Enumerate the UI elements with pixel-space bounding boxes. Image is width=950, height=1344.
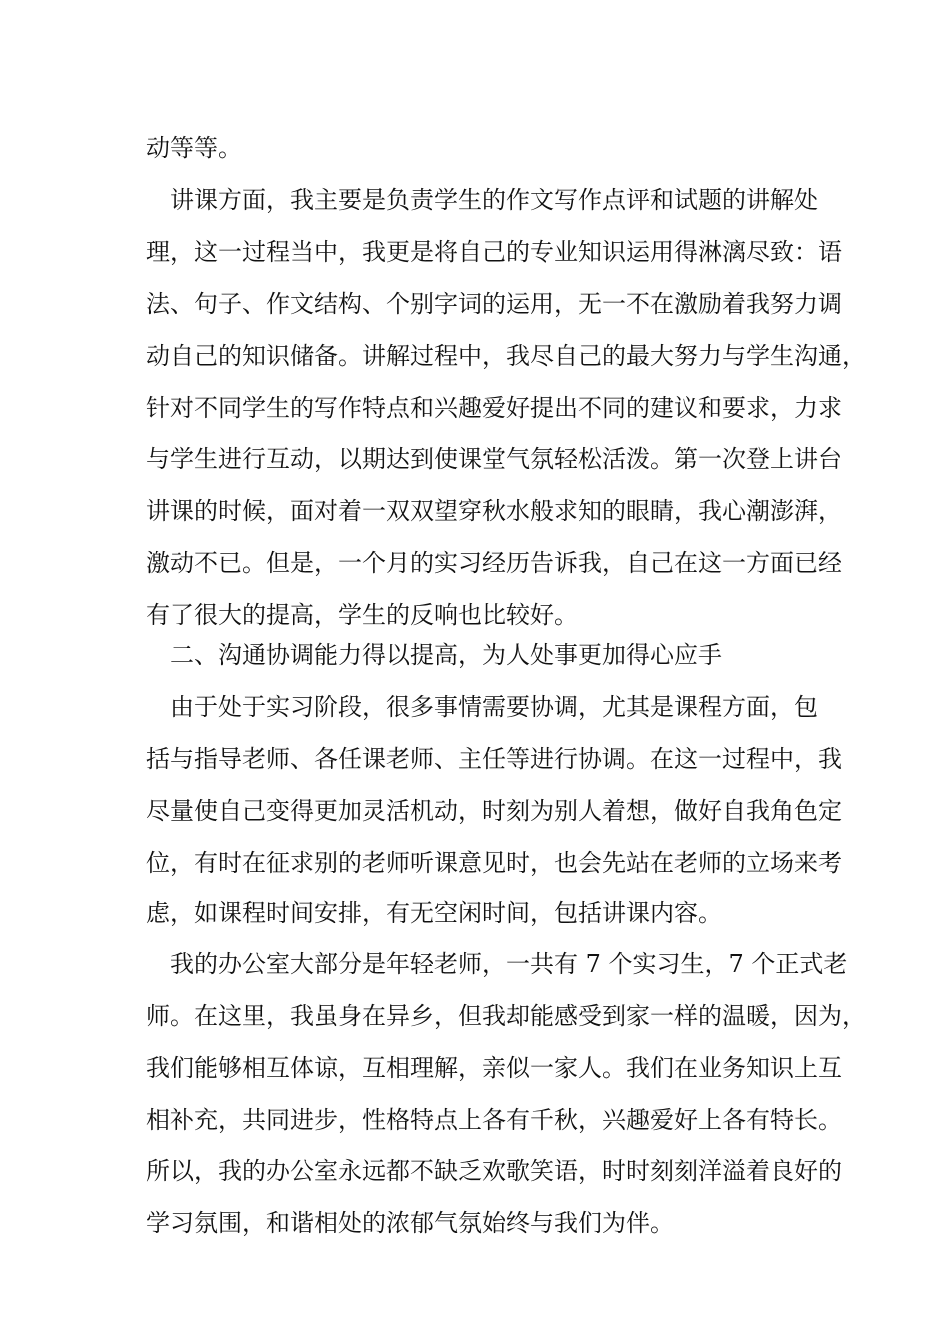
paragraph-line: 针对不同学生的写作特点和兴趣爱好提出不同的建议和要求，力求 <box>146 394 842 422</box>
paragraph-line: 相补充，共同进步，性格特点上各有千秋，兴趣爱好上各有特长。 <box>146 1106 842 1134</box>
paragraph-line: 我们能够相互体谅，互相理解，亲似一家人。我们在业务知识上互 <box>146 1054 842 1082</box>
paragraph-line: 讲课的时候，面对着一双双望穿秋水般求知的眼睛，我心潮澎湃， <box>146 497 842 525</box>
section-heading: 二、沟通协调能力得以提高，为人处事更加得心应手 <box>146 641 722 669</box>
paragraph-line: 师。在这里，我虽身在异乡，但我却能感受到家一样的温暖，因为， <box>146 1002 866 1030</box>
paragraph-line: 激动不已。但是，一个月的实习经历告诉我，自己在这一方面已经 <box>146 549 842 577</box>
paragraph-line: 虑，如课程时间安排，有无空闲时间，包括讲课内容。 <box>146 899 722 927</box>
paragraph-line: 法、句子、作文结构、个别字词的运用，无一不在激励着我努力调 <box>146 290 842 318</box>
paragraph-line: 动自己的知识储备。讲解过程中，我尽自己的最大努力与学生沟通， <box>146 342 866 370</box>
paragraph-line: 讲课方面，我主要是负责学生的作文写作点评和试题的讲解处 <box>146 186 818 214</box>
paragraph-line: 理，这一过程当中，我更是将自己的专业知识运用得淋漓尽致：语 <box>146 238 842 266</box>
paragraph-line: 与学生进行互动，以期达到使课堂气氛轻松活泼。第一次登上讲台 <box>146 445 842 473</box>
paragraph-line: 由于处于实习阶段，很多事情需要协调，尤其是课程方面，包 <box>146 693 818 721</box>
paragraph-line: 括与指导老师、各任课老师、主任等进行协调。在这一过程中，我 <box>146 745 842 773</box>
paragraph-line: 位，有时在征求别的老师听课意见时，也会先站在老师的立场来考 <box>146 849 842 877</box>
paragraph-line: 尽量使自己变得更加灵活机动，时刻为别人着想，做好自我角色定 <box>146 797 842 825</box>
paragraph-line: 学习氛围，和谐相处的浓郁气氛始终与我们为伴。 <box>146 1209 674 1237</box>
paragraph-line: 我的办公室大部分是年轻老师，一共有 7 个实习生，7 个正式老 <box>146 950 848 978</box>
paragraph-line: 有了很大的提高，学生的反响也比较好。 <box>146 601 578 629</box>
text-line: 动等等。 <box>146 134 242 162</box>
paragraph-line: 所以，我的办公室永远都不缺乏欢歌笑语，时时刻刻洋溢着良好的 <box>146 1157 842 1185</box>
